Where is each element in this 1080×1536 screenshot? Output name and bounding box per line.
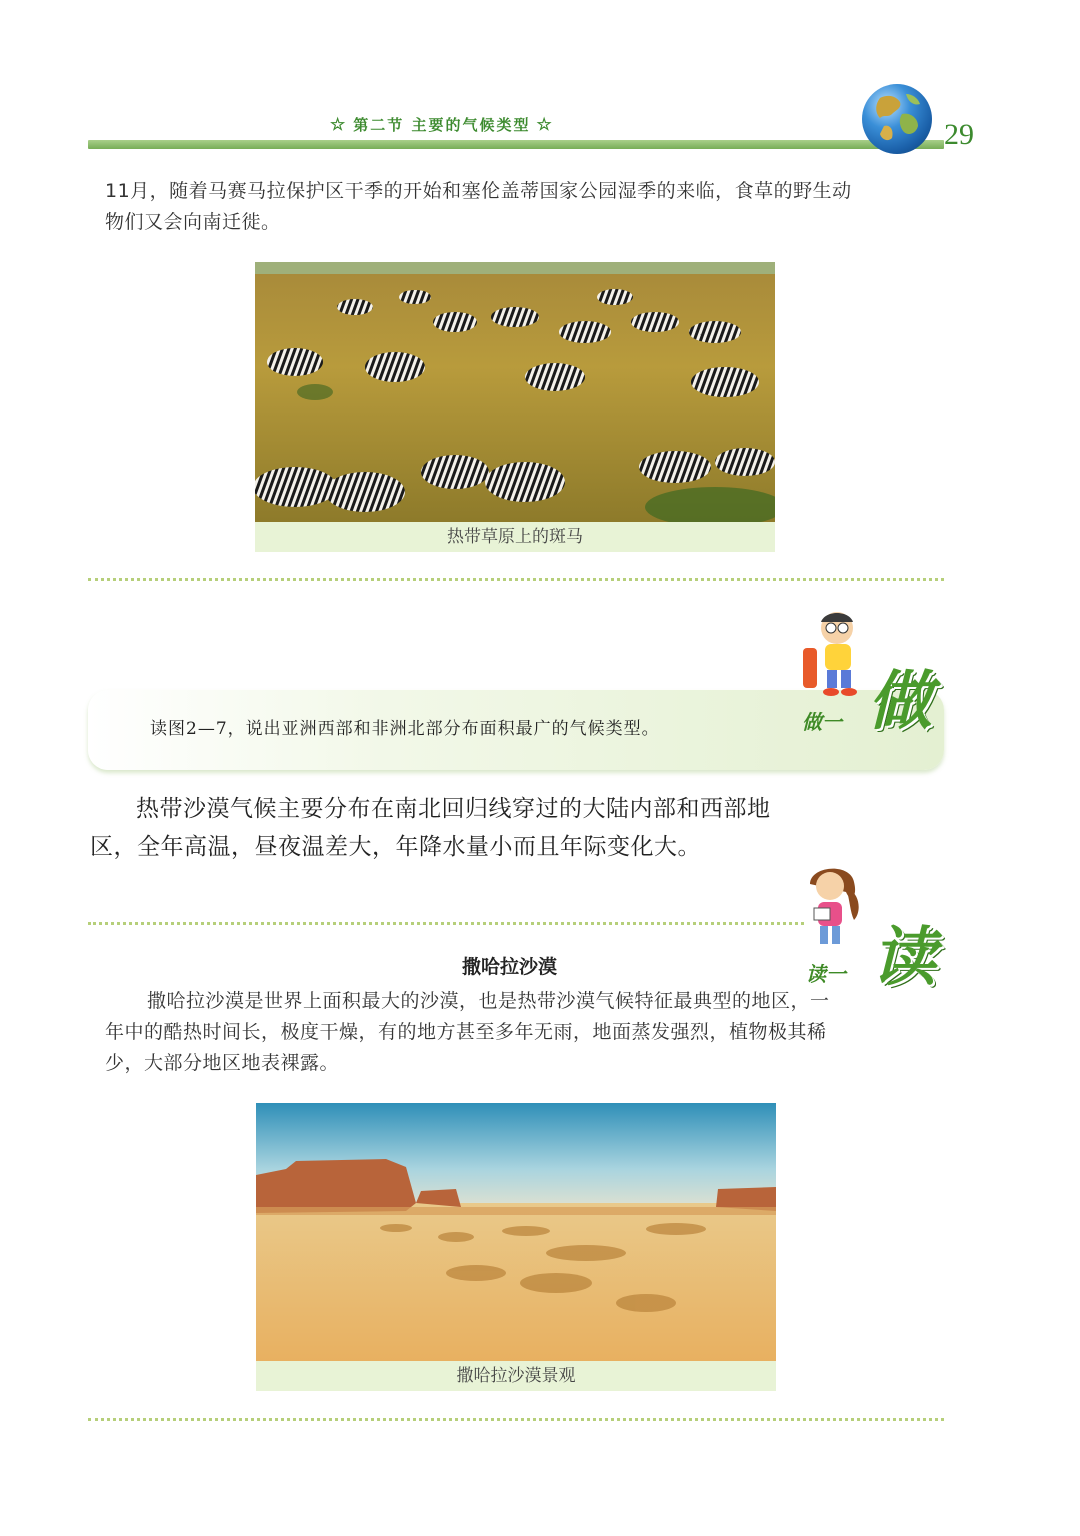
main-line: 区，全年高温，昼夜温差大，年降水量小而且年际变化大。 bbox=[90, 834, 701, 860]
globe-icon bbox=[862, 84, 932, 154]
dotted-divider bbox=[88, 922, 804, 925]
reading-badge-label: 读一 bbox=[806, 962, 846, 986]
intro-line: 物们又会向南迁徙。 bbox=[105, 211, 281, 233]
header-divider-bar bbox=[88, 140, 944, 149]
reading-badge-character: 读 bbox=[872, 920, 936, 995]
sahara-desert-photo bbox=[256, 1103, 776, 1363]
activity-badge-label: 做一 bbox=[802, 710, 842, 734]
reading-line: 撒哈拉沙漠是世界上面积最大的沙漠，也是热带沙漠气候特征最典型的地区，一 bbox=[147, 990, 830, 1012]
star-icon: ☆ bbox=[330, 115, 348, 135]
reading-line: 年中的酷热时间长，极度干燥，有的地方甚至多年无雨，地面蒸发强烈，植物极其稀 bbox=[105, 1021, 827, 1043]
star-icon: ☆ bbox=[536, 115, 554, 135]
reading-line: 少，大部分地区地表裸露。 bbox=[105, 1052, 340, 1074]
reading-paragraph bbox=[105, 986, 945, 1079]
figure-caption: 热带草原上的斑马 bbox=[255, 522, 775, 552]
boy-mascot-icon bbox=[795, 608, 867, 698]
main-line: 热带沙漠气候主要分布在南北回归线穿过的大陆内部和西部地 bbox=[136, 796, 771, 822]
intro-paragraph bbox=[105, 176, 945, 238]
page-number: 29 bbox=[944, 118, 974, 151]
intro-line: 11月，随着马赛马拉保护区干季的开始和塞伦盖蒂国家公园湿季的来临，食草的野生动 bbox=[105, 180, 852, 202]
dotted-divider bbox=[88, 578, 944, 581]
girl-mascot-icon bbox=[800, 862, 864, 952]
figure-caption: 撒哈拉沙漠景观 bbox=[256, 1361, 776, 1391]
section-header-title bbox=[330, 114, 630, 138]
activity-badge-character: 做 bbox=[868, 664, 932, 739]
main-paragraph bbox=[90, 790, 850, 866]
zebra-savanna-photo bbox=[255, 262, 775, 524]
section-title: 第二节 主要的气候类型 bbox=[353, 116, 531, 134]
dotted-divider bbox=[88, 1418, 944, 1421]
activity-instruction: 读图2—7，说出亚洲西部和非洲北部分布面积最广的气候类型。 bbox=[150, 719, 660, 739]
reading-title: 撒哈拉沙漠 bbox=[462, 956, 558, 978]
